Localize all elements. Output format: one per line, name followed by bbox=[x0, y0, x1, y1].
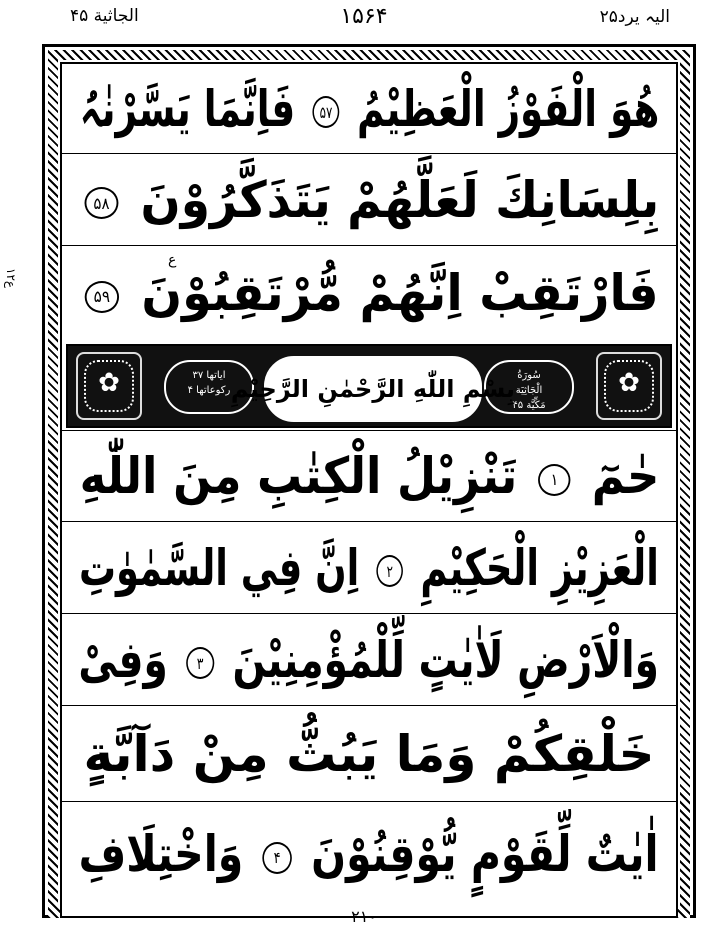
ayah-ruku-count: ایاتھا ۳۷ رکوعاتھا ۴ bbox=[164, 360, 254, 414]
ayah-number-marker: ۴ bbox=[263, 842, 293, 874]
ayah-number-marker: ۳ bbox=[186, 647, 214, 679]
surah-info: سُورَةُ الْجَاثِيَة مَكِّيَّة ۴۵ bbox=[484, 360, 574, 414]
juz-name-header: الیہ یرد۲۵ bbox=[599, 7, 670, 27]
verse-line-2 bbox=[62, 154, 676, 246]
verse-text: خَلْقِكُمْ وَمَا یَبُثُّ مِنْ دَآبَّةٍ bbox=[83, 724, 655, 783]
floral-ornament-icon bbox=[76, 352, 142, 420]
floral-ornament-icon bbox=[596, 352, 662, 420]
verse-line-4 bbox=[62, 430, 676, 522]
verse-text: بِلِسَانِكَ لَعَلَّهُمْ يَتَذَكَّرُوْنَ ۵۸ bbox=[79, 171, 659, 229]
verse-text: فَارْتَقِبْ اِنَّهُمْ مُّرْتَقِبُوْنَ ۵۹ bbox=[79, 264, 659, 322]
verse-text: الْعَزِیْزِ الْحَكِیْمِ ۲ اِنَّ فِي السَّمٰوٰتِ bbox=[79, 538, 659, 597]
footer-number: ۲۱۰ bbox=[351, 907, 377, 926]
verse-line-3 bbox=[62, 246, 676, 340]
ruku-side-note: ع۱۲ bbox=[4, 268, 18, 289]
ruku-mark: ع bbox=[168, 252, 177, 268]
ayah-number-marker: ۱ bbox=[538, 464, 570, 496]
verse-text: وَالْاَرْضِ لَاٰیٰتٍ لِّلْمُؤْمِنِیْنَ ۳ وَفِیْ bbox=[78, 630, 660, 689]
verse-line-6 bbox=[62, 614, 676, 706]
verse-line-5 bbox=[62, 522, 676, 614]
ayah-number-marker: ۲ bbox=[377, 555, 404, 587]
ayah-number-marker: ۵۷ bbox=[312, 96, 339, 128]
basmala-cartouche bbox=[230, 356, 516, 422]
ayah-number-marker: ۵۸ bbox=[84, 187, 118, 219]
page-number: ۱۵۶۴ bbox=[340, 4, 388, 29]
verse-line-8 bbox=[62, 802, 676, 906]
verse-text: ھُوَ الْفَوْزُ الْعَظِیْمُ ۵۷ فَاِنَّمَا یَسَّرْنٰہُ bbox=[79, 79, 659, 138]
verse-text: اٰیٰتٌ لِّقَوْمٍ یُّوْقِنُوْنَ ۴ وَاخْتِلَافِ bbox=[79, 825, 659, 883]
surah-header-banner bbox=[66, 344, 672, 428]
verse-line-7 bbox=[62, 706, 676, 802]
basmala: بِسْمِ اللّٰهِ الرَّحْمٰنِ الرَّحِيْمِ bbox=[230, 375, 516, 403]
ayah-number-marker: ۵۹ bbox=[85, 281, 119, 313]
surah-name-header: الجاثية ۴۵ bbox=[70, 6, 139, 26]
verse-text: حٰمٓ ۱ تَنْزِیْلُ الْكِتٰبِ مِنَ اللّٰهِ bbox=[79, 447, 659, 505]
verse-line-1 bbox=[62, 64, 676, 154]
